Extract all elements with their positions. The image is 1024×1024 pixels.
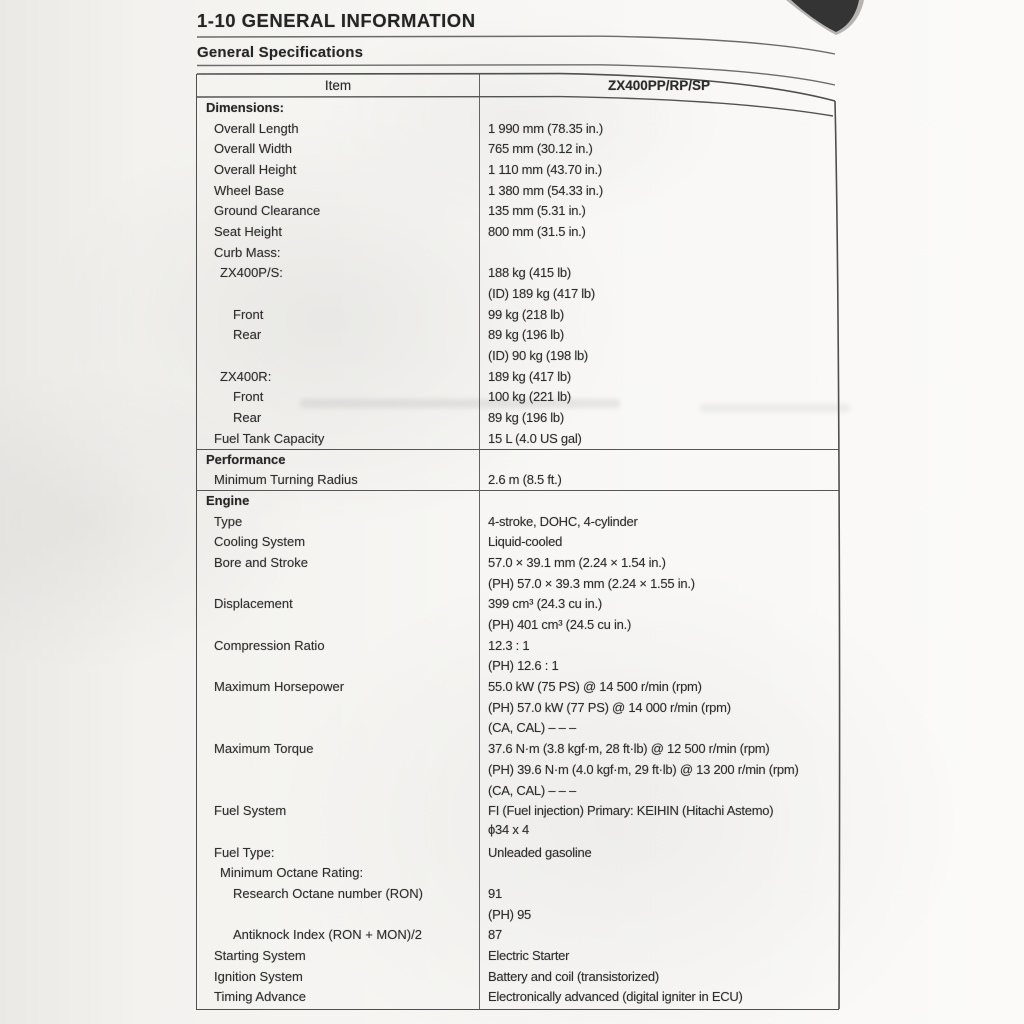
spec-value: 1 990 mm (78.35 in.) [488, 120, 603, 136]
table-row [197, 180, 839, 201]
spec-value: (PH) 57.0 kW (77 PS) @ 14 000 r/min (rpm) [488, 699, 731, 715]
spec-value: 15 L (4.0 US gal) [488, 430, 582, 446]
table-row [197, 469, 839, 490]
spec-value: 37.6 N·m (3.8 kgf·m, 28 ft·lb) @ 12 500 r/min (rpm) [488, 741, 770, 757]
spec-item-label: Timing Advance [214, 989, 307, 1005]
table-row [197, 573, 839, 594]
spec-value: 188 kg (415 lb) [488, 265, 571, 281]
spec-value: 4-stroke, DOHC, 4-cylinder [488, 513, 638, 529]
table-row [197, 200, 839, 221]
spec-item-label: Ignition System [214, 968, 303, 984]
spec-item-label: Rear [233, 327, 262, 343]
spec-item-label: Fuel Type: [214, 844, 275, 860]
table-row [197, 387, 839, 408]
spec-item-label: Starting System [214, 948, 306, 964]
spec-value: 765 mm (30.12 in.) [488, 141, 593, 157]
spec-item-label: Overall Width [214, 141, 293, 157]
spec-value: 800 mm (31.5 in.) [488, 223, 586, 239]
spec-item-label: Ground Clearance [214, 203, 321, 219]
table-row [197, 511, 839, 532]
spec-item-label: Compression Ratio [214, 637, 325, 653]
spec-value: (PH) 57.0 × 39.3 mm (2.24 × 1.55 in.) [488, 575, 695, 591]
spec-item-label: Fuel System [214, 803, 287, 819]
spec-item-label: Wheel Base [214, 182, 285, 198]
table-header-row [197, 74, 839, 97]
spec-value: 91 [488, 885, 502, 901]
spec-value: 1 110 mm (43.70 in.) [488, 161, 602, 177]
spec-value: (PH) 12.6 : 1 [488, 658, 559, 674]
section-subtitle: General Specifications [197, 44, 364, 61]
spec-value: 87 [488, 927, 502, 943]
table-body [197, 97, 839, 1009]
table-row [197, 221, 839, 242]
table-row [197, 490, 839, 511]
table-row [197, 325, 839, 346]
spec-item-label: Antiknock Index (RON + MON)/2 [233, 927, 422, 943]
spec-item-label: Research Octane number (RON) [233, 885, 424, 901]
spec-value: 89 kg (196 lb) [488, 410, 564, 426]
spec-value: (ID) 90 kg (198 lb) [488, 348, 589, 364]
spec-item-label: Engine [206, 493, 250, 509]
table-row [197, 738, 839, 759]
page-curl-corner [791, 0, 859, 32]
spec-value: 2.6 m (8.5 ft.) [488, 472, 562, 488]
table-row [197, 697, 839, 718]
table-row [197, 304, 839, 325]
table-row [197, 366, 839, 387]
spec-value: (CA, CAL) – – – [488, 782, 577, 798]
table-row [197, 345, 839, 366]
spec-value: 57.0 × 39.1 mm (2.24 × 1.54 in.) [488, 554, 666, 570]
table-row [197, 883, 839, 904]
table-row [197, 283, 839, 304]
spec-item-label: Seat Height [214, 223, 282, 239]
spec-item-label: Performance [206, 452, 286, 468]
table-row [197, 159, 839, 180]
table-row [197, 862, 839, 883]
table-row [197, 552, 839, 573]
column-header-item: Item [324, 78, 352, 93]
spec-item-label: Fuel Tank Capacity [214, 430, 325, 446]
table-row [197, 925, 839, 946]
table-row [197, 842, 839, 863]
spec-value: 135 mm (5.31 in.) [488, 203, 586, 219]
spec-item-label: Front [233, 389, 264, 405]
spec-item-label: Minimum Turning Radius [214, 472, 358, 488]
table-row [197, 966, 839, 987]
table-row [197, 676, 839, 697]
spec-item-label: Maximum Torque [214, 741, 314, 757]
spec-value: (PH) 95 [488, 906, 532, 922]
spec-item-label: ZX400R: [220, 368, 272, 384]
table-row [197, 242, 839, 263]
table-row [197, 780, 839, 801]
table-row [197, 118, 839, 139]
spec-item-label: Cooling System [214, 534, 306, 550]
spec-value: 1 380 mm (54.33 in.) [488, 182, 603, 198]
spec-value: 100 kg (221 lb) [488, 389, 571, 405]
spec-value: (PH) 401 cm³ (24.5 cu in.) [488, 617, 632, 633]
spec-item-label: Minimum Octane Rating: [220, 865, 364, 881]
spec-value: Electric Starter [488, 948, 570, 964]
spec-item-label: Bore and Stroke [214, 554, 308, 570]
general-specifications-table [196, 74, 839, 1010]
spec-item-label: Curb Mass: [214, 244, 281, 260]
table-row [197, 449, 839, 470]
spec-item-label: Overall Length [214, 120, 299, 136]
table-row [197, 263, 839, 284]
table-row [197, 759, 839, 780]
spec-item-label: Front [233, 306, 264, 322]
table-row [197, 97, 839, 118]
spec-value: 55.0 kW (75 PS) @ 14 500 r/min (rpm) [488, 679, 702, 695]
page-title: 1-10 GENERAL INFORMATION [197, 10, 476, 31]
table-row [197, 407, 839, 428]
table-row [197, 428, 839, 449]
table-row [197, 635, 839, 656]
table-row [197, 531, 839, 552]
spec-value: Unleaded gasoline [488, 844, 592, 860]
spec-value: 189 kg (417 lb) [488, 368, 571, 384]
spec-value: Battery and coil (transistorized) [488, 968, 659, 984]
spec-value: FI (Fuel injection) Primary: KEIHIN (Hitachi Astemo) ϕ34 x 4 [488, 803, 774, 838]
spec-value: 89 kg (196 lb) [488, 327, 564, 343]
spec-item-label: Type [214, 513, 243, 529]
spec-value: 399 cm³ (24.3 cu in.) [488, 596, 602, 612]
column-header-model: ZX400PP/RP/SP [607, 78, 711, 93]
spec-value: 99 kg (218 lb) [488, 306, 564, 322]
page-curl-corner-halo [786, 0, 864, 35]
spec-item-label: Dimensions: [206, 99, 285, 115]
table-row [197, 718, 839, 739]
table-row [197, 656, 839, 677]
table-row [197, 594, 839, 615]
spec-value: (CA, CAL) – – – [488, 720, 577, 736]
spec-item-label: Displacement [214, 596, 293, 612]
table-row [197, 904, 839, 925]
spec-value: (ID) 189 kg (417 lb) [488, 286, 595, 302]
spec-item-label: Overall Height [214, 161, 297, 177]
table-row [197, 614, 839, 635]
table-row [197, 987, 839, 1008]
spec-item-label: ZX400P/S: [220, 265, 283, 281]
spec-value: Electronically advanced (digital igniter in ECU) [488, 989, 743, 1005]
table-row [197, 138, 839, 159]
spec-item-label: Rear [233, 410, 262, 426]
spec-value: 12.3 : 1 [488, 637, 530, 653]
spec-value: (PH) 39.6 N·m (4.0 kgf·m, 29 ft·lb) @ 13 200 r/min (rpm) [488, 761, 799, 777]
table-row [197, 945, 839, 966]
table-row [197, 800, 839, 841]
spec-value: Liquid-cooled [488, 534, 563, 550]
spec-item-label: Maximum Horsepower [214, 679, 345, 695]
